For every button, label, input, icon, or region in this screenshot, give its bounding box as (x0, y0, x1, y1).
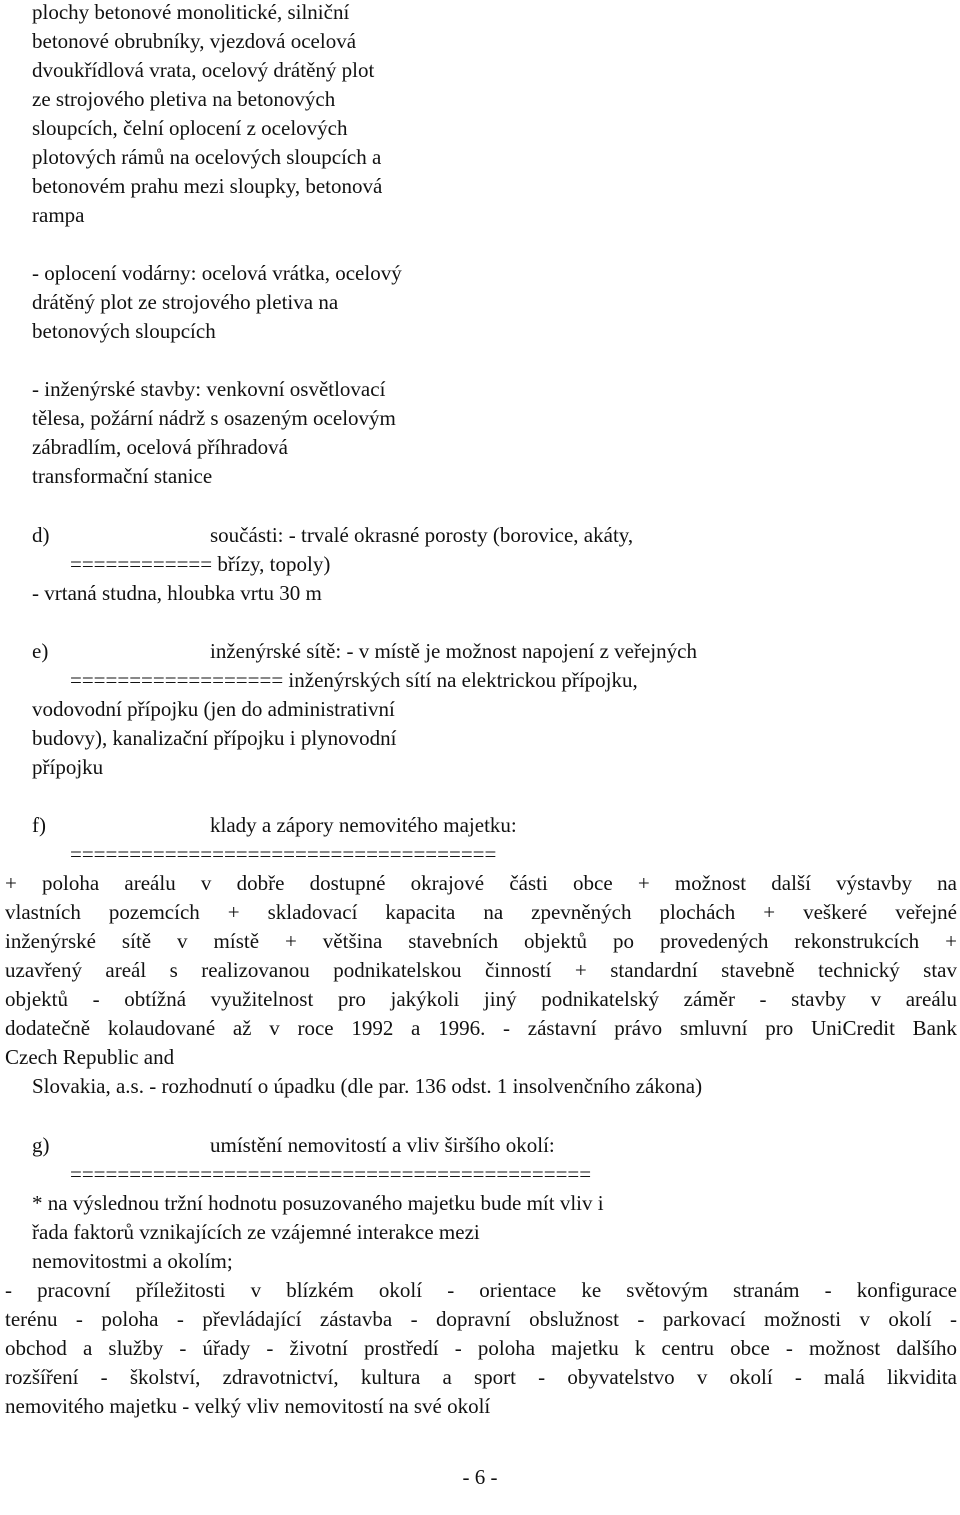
text-line: uzavřený areál s realizovanou podnikatelskou činností + standardní stavebně technický stav (5, 958, 957, 982)
text-line: vodovodní přípojku (jen do administrativní (32, 697, 395, 721)
text-line: ze strojového pletiva na betonových (32, 87, 336, 111)
page-number: - 6 - (462, 1465, 498, 1489)
text-line: dodatečně kolaudované až v roce 1992 a 1996. - zástavní právo smluvní pro UniCredit Bank (5, 1016, 957, 1040)
text-line: - inženýrské stavby: venkovní osvětlovací (32, 377, 386, 401)
text-line: dvoukřídlová vrata, ocelový drátěný plot (32, 58, 375, 82)
text-line: inženýrské sítě v místě + většina stavebních objektů po provedených rekonstrukcích + (5, 929, 957, 953)
text-line: betonovém prahu mezi sloupky, betonová (32, 174, 383, 198)
text-line: - oplocení vodárny: ocelová vrátka, ocelový (32, 261, 402, 285)
text-line: rozšíření - školství, zdravotnictví, kultura a sport - obyvatelstvo v okolí - malá likvidita (5, 1365, 957, 1389)
text-line: nemovitého majetku - velký vliv nemovitostí na své okolí (5, 1394, 491, 1418)
text-line: drátěný plot ze strojového pletiva na (32, 290, 339, 314)
heading-underline: ================== inženýrských sítí na elektrickou přípojku, (70, 668, 638, 692)
text-line: terénu - poloha - převládající zástavba - dopravní obslužnost - parkovací možnosti v okolí - (5, 1307, 957, 1331)
text-line: objektů - obtížná využitelnost pro jakýkoli jiný podnikatelský záměr - stavby v areálu (5, 987, 957, 1011)
section-label: d) (32, 523, 50, 547)
text-line: Slovakia, a.s. - rozhodnutí o úpadku (dle par. 136 odst. 1 insolvenčního zákona) (32, 1074, 703, 1098)
text-line: obchod a služby - úřady - životní prostředí - poloha majetku k centru obce - možnost dalšího (5, 1336, 957, 1360)
text-line: plotových rámů na ocelových sloupcích a (32, 145, 382, 169)
heading-underline: ============ břízy, topoly) (70, 552, 331, 576)
text-line: betonových sloupcích (32, 319, 216, 343)
text-line: - pracovní příležitosti v blízkém okolí - orientace ke světovým stranám - konfigurace (5, 1278, 957, 1302)
text-line: * na výslednou tržní hodnotu posuzovaného majetku bude mít vliv i (32, 1191, 604, 1215)
text-line: přípojku (32, 755, 104, 779)
section-heading: klady a zápory nemovitého majetku: (210, 813, 517, 837)
text-line: Czech Republic and (5, 1045, 175, 1069)
text-line: nemovitostmi a okolím; (32, 1249, 233, 1273)
text-line: + poloha areálu v dobře dostupné okrajové části obce + možnost další výstavby na (5, 871, 957, 895)
section-label: e) (32, 639, 49, 663)
heading-underline: ============================================ (70, 1162, 592, 1186)
text-line: plochy betonové monolitické, silniční (32, 0, 350, 24)
text-line: transformační stanice (32, 464, 213, 488)
text-line: tělesa, požární nádrž s osazeným ocelovým (32, 406, 396, 430)
section-label: f) (32, 813, 46, 837)
section-heading: umístění nemovitostí a vliv širšího okolí: (210, 1133, 555, 1157)
section-heading: inženýrské sítě: - v místě je možnost napojení z veřejných (210, 639, 697, 663)
text-line: budovy), kanalizační přípojku i plynovodní (32, 726, 397, 750)
text-line: sloupcích, čelní oplocení z ocelových (32, 116, 348, 140)
text-line: zábradlím, ocelová příhradová (32, 435, 288, 459)
text-line: rampa (32, 203, 85, 227)
text-line: řada faktorů vznikajících ze vzájemné interakce mezi (32, 1220, 480, 1244)
text-line: vlastních pozemcích + skladovací kapacita na zpevněných plochách + veškeré veřejné (5, 900, 957, 924)
section-label: g) (32, 1133, 50, 1157)
text-line: - vrtaná studna, hloubka vrtu 30 m (32, 581, 322, 605)
text-line: betonové obrubníky, vjezdová ocelová (32, 29, 357, 53)
heading-underline: ==================================== (70, 842, 497, 866)
section-heading: součásti: - trvalé okrasné porosty (borovice, akáty, (210, 523, 634, 547)
